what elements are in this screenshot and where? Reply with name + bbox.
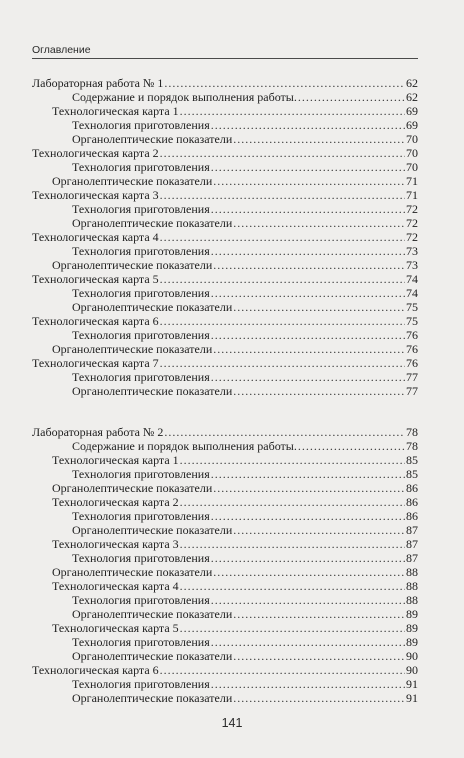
toc-entry-page: 73 [406, 258, 418, 272]
toc-entry-page: 78 [406, 425, 418, 439]
toc-entry-title: Технологическая карта 4 [52, 579, 179, 593]
toc-entry [72, 467, 418, 481]
dot-leader [211, 244, 405, 258]
toc-entry-page: 70 [406, 160, 418, 174]
dot-leader [233, 216, 405, 230]
toc-entry-title: Технология приготовления [72, 635, 210, 649]
dot-leader [180, 104, 405, 118]
toc-entry-page: 91 [406, 691, 418, 705]
toc-entry-page: 71 [406, 174, 418, 188]
toc-entry [72, 286, 418, 300]
dot-leader [211, 593, 405, 607]
toc-entry [52, 621, 418, 635]
dot-leader [180, 621, 405, 635]
dot-leader [160, 230, 405, 244]
toc-entry-title: Органолептические показатели [72, 132, 233, 146]
dot-leader [180, 537, 405, 551]
dot-leader [180, 579, 405, 593]
toc-entry-page: 87 [406, 523, 418, 537]
toc-entry [32, 356, 418, 370]
toc-entry-page: 74 [406, 272, 418, 286]
dot-leader [213, 481, 405, 495]
dot-leader [180, 453, 405, 467]
toc-entry-title: Технология приготовления [72, 467, 210, 481]
toc-entry-title: Технология приготовления [72, 370, 210, 384]
toc-entry [72, 677, 418, 691]
toc-entry-page: 89 [406, 621, 418, 635]
toc-entry [72, 202, 418, 216]
dot-leader [233, 132, 405, 146]
toc-entry [32, 272, 418, 286]
toc-entry-title: Технологическая карта 2 [32, 146, 159, 160]
toc-entry-page: 62 [406, 76, 418, 90]
dot-leader [233, 384, 405, 398]
dot-leader [180, 495, 405, 509]
toc-entry-title: Содержание и порядок выполнения работы. [72, 439, 297, 453]
toc-entry-title: Технологическая карта 3 [52, 537, 179, 551]
toc-entry-title: Технологическая карта 4 [32, 230, 159, 244]
toc-entry-page: 75 [406, 300, 418, 314]
toc-entry-page: 71 [406, 188, 418, 202]
toc-entry [72, 132, 418, 146]
toc-entry [52, 258, 418, 272]
dot-leader [160, 314, 405, 328]
toc-entry [72, 607, 418, 621]
toc-entry [72, 439, 418, 453]
toc-entry [72, 370, 418, 384]
dot-leader [233, 691, 405, 705]
toc-entry-page: 86 [406, 509, 418, 523]
toc-entry-title: Технологическая карта 1 [52, 453, 179, 467]
dot-leader [211, 328, 405, 342]
toc-entry-page: 62 [406, 90, 418, 104]
toc-entry [72, 691, 418, 705]
toc-entry-title: Органолептические показатели [52, 342, 213, 356]
toc-entry [72, 593, 418, 607]
toc-entry-title: Технологическая карта 6 [32, 663, 159, 677]
toc-entry [72, 160, 418, 174]
toc-entry [72, 216, 418, 230]
toc-entry [72, 328, 418, 342]
dot-leader [213, 342, 405, 356]
toc-entry-page: 91 [406, 677, 418, 691]
toc-entry [32, 230, 418, 244]
dot-leader [211, 509, 405, 523]
toc-entry [52, 453, 418, 467]
toc-entry-title: Органолептические показатели [72, 216, 233, 230]
toc-entry [52, 565, 418, 579]
toc-entry-page: 76 [406, 356, 418, 370]
toc-entry [72, 551, 418, 565]
toc-entry-title: Технологическая карта 5 [52, 621, 179, 635]
toc-entry-title: Органолептические показатели [72, 523, 233, 537]
toc-entry [72, 509, 418, 523]
toc-entry-title: Технология приготовления [72, 677, 210, 691]
toc-entry-title: Технология приготовления [72, 244, 210, 258]
toc-entry [72, 635, 418, 649]
toc-entry-title: Лабораторная работа № 2 [32, 425, 164, 439]
toc-entry [52, 174, 418, 188]
toc-entry [52, 342, 418, 356]
toc-entry-title: Технология приготовления [72, 328, 210, 342]
dot-leader [160, 663, 405, 677]
toc-entry-page: 87 [406, 551, 418, 565]
toc-entry-title: Технологическая карта 7 [32, 356, 159, 370]
toc-entry [32, 188, 418, 202]
dot-leader [213, 174, 405, 188]
toc-entry-page: 85 [406, 453, 418, 467]
toc-entry-title: Органолептические показатели [72, 384, 233, 398]
dot-leader [160, 188, 405, 202]
toc-entry [32, 146, 418, 160]
toc-entry [72, 523, 418, 537]
toc-entry-page: 86 [406, 481, 418, 495]
dot-leader [211, 202, 405, 216]
dot-leader [164, 76, 405, 90]
toc-entry-page: 87 [406, 537, 418, 551]
dot-leader [160, 272, 405, 286]
dot-leader [213, 565, 405, 579]
dot-leader [233, 649, 405, 663]
toc-entry [32, 425, 418, 439]
toc-entry-page: 70 [406, 146, 418, 160]
toc-entry [72, 384, 418, 398]
toc-entry-page: 90 [406, 649, 418, 663]
dot-leader [213, 258, 405, 272]
toc-entry-title: Органолептические показатели [52, 258, 213, 272]
dot-leader [233, 523, 405, 537]
toc-entry-page: 86 [406, 495, 418, 509]
toc-entry [32, 76, 418, 90]
dot-leader [211, 467, 405, 481]
toc-entry-page: 77 [406, 384, 418, 398]
toc-entry-title: Технологическая карта 1 [52, 104, 179, 118]
toc-entry-page: 85 [406, 467, 418, 481]
dot-leader [211, 118, 405, 132]
toc-entry-page: 78 [406, 439, 418, 453]
dot-leader [211, 635, 405, 649]
toc-entry-page: 73 [406, 244, 418, 258]
toc-entry [32, 314, 418, 328]
dot-leader [233, 300, 405, 314]
toc-entry-page: 88 [406, 593, 418, 607]
toc-entry-title: Технология приготовления [72, 509, 210, 523]
dot-leader [211, 370, 405, 384]
toc-entry-title: Технологическая карта 3 [32, 188, 159, 202]
toc-entry-page: 69 [406, 118, 418, 132]
dot-leader [298, 90, 405, 104]
dot-leader [211, 677, 405, 691]
toc-entry-title: Технология приготовления [72, 593, 210, 607]
toc-entry [72, 300, 418, 314]
dot-leader [211, 160, 405, 174]
toc-entry-page: 74 [406, 286, 418, 300]
toc-entry-title: Лабораторная работа № 1 [32, 76, 164, 90]
dot-leader [164, 425, 405, 439]
toc-entry-title: Содержание и порядок выполнения работы. [72, 90, 297, 104]
toc-entry-page: 76 [406, 328, 418, 342]
running-header: Оглавление [32, 44, 91, 56]
dot-leader [298, 439, 405, 453]
toc-entry-title: Органолептические показатели [52, 481, 213, 495]
toc-entry-page: 88 [406, 565, 418, 579]
dot-leader [233, 607, 405, 621]
toc-entry-page: 72 [406, 216, 418, 230]
toc-entry-page: 77 [406, 370, 418, 384]
toc-entry-title: Технологическая карта 6 [32, 314, 159, 328]
toc-entry-page: 69 [406, 104, 418, 118]
toc-entry-title: Технологическая карта 2 [52, 495, 179, 509]
dot-leader [160, 146, 405, 160]
toc-entry [72, 244, 418, 258]
toc-entry-page: 75 [406, 314, 418, 328]
toc-entry-page: 90 [406, 663, 418, 677]
toc-entry-title: Технология приготовления [72, 202, 210, 216]
toc-entry-title: Органолептические показатели [72, 649, 233, 663]
toc-entry-page: 70 [406, 132, 418, 146]
toc-entry-title: Технология приготовления [72, 551, 210, 565]
toc-entry-page: 72 [406, 230, 418, 244]
toc-entry-title: Органолептические показатели [72, 607, 233, 621]
toc-entry-title: Технологическая карта 5 [32, 272, 159, 286]
dot-leader [211, 286, 405, 300]
toc-entry-title: Технология приготовления [72, 286, 210, 300]
toc-entry [52, 495, 418, 509]
toc-entry-page: 89 [406, 607, 418, 621]
toc-entry [52, 104, 418, 118]
header-rule [32, 58, 418, 59]
toc-entry [52, 537, 418, 551]
toc-entry [72, 118, 418, 132]
toc-entry-title: Органолептические показатели [52, 565, 213, 579]
toc-entry [72, 90, 418, 104]
dot-leader [211, 551, 405, 565]
toc-entry-page: 89 [406, 635, 418, 649]
toc-entry-page: 88 [406, 579, 418, 593]
toc-entry [72, 649, 418, 663]
toc-entry-title: Органолептические показатели [72, 300, 233, 314]
toc-entry-title: Органолептические показатели [52, 174, 213, 188]
toc-entry [52, 481, 418, 495]
toc-entry [52, 579, 418, 593]
page-number: 141 [221, 716, 243, 730]
toc-entry-page: 72 [406, 202, 418, 216]
toc-entry [32, 663, 418, 677]
dot-leader [160, 356, 405, 370]
toc-entry-title: Технология приготовления [72, 118, 210, 132]
toc-entry-page: 76 [406, 342, 418, 356]
toc-entry-title: Технология приготовления [72, 160, 210, 174]
toc-entry-title: Органолептические показатели [72, 691, 233, 705]
